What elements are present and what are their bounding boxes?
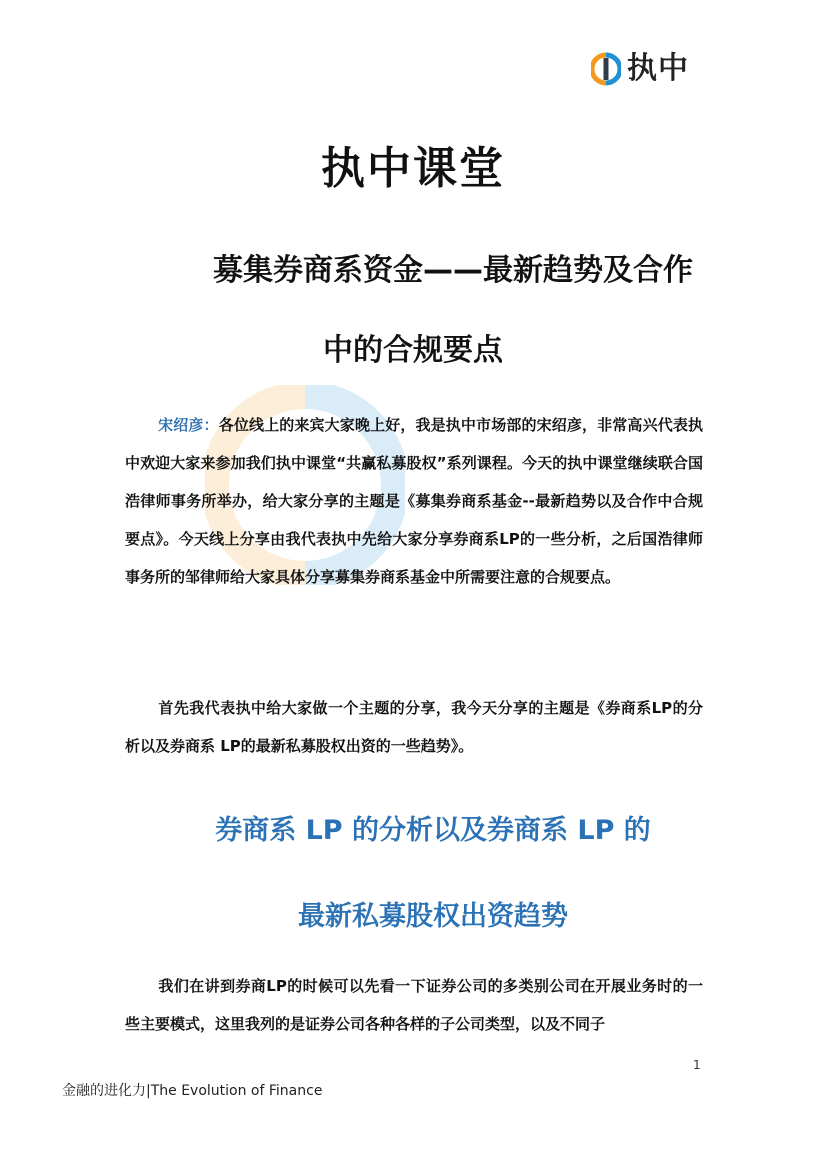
paragraph-body-text: 我们在讲到券商LP的时候可以先看一下证券公司的多类别公司在开展业务时的一些主要模式，这里我列的是证券公司各种各样的子公司类型，以及不同子 <box>125 977 703 1033</box>
paragraph-intro-text: 各位线上的来宾大家晚上好，我是执中市场部的宋绍彦，非常高兴代表执中欢迎大家来参加我们执中课堂“共赢私募股权”系列课程。今天的执中课堂继续联合国浩律师事务所举办，给大家分享的主题是《募集券商系基金--最新趋势以及合作中合规要点》。今天线上分享由我代表执中先给大家分享券商系LP的一些分析，之后国浩律师事务所的邹律师给大家具体分享募集券商系基金中所需要注意的合规要点。 <box>125 416 703 586</box>
section-heading-line-2: 最新私募股权出资趋势 <box>298 901 568 932</box>
subtitle-line-2: 中的合规要点 <box>323 333 503 368</box>
paragraph-intro <box>125 406 703 596</box>
page-number: 1 <box>693 1058 701 1072</box>
logo-text: 执中 <box>627 51 689 86</box>
paragraph-body <box>125 967 703 1043</box>
logo-mark-icon <box>591 52 621 86</box>
paragraph-topic-text: 首先我代表执中给大家做一个主题的分享，我今天分享的主题是《券商系LP的分析以及券商系 LP的最新私募股权出资的一些趋势》。 <box>125 699 703 755</box>
page-title: 执中课堂 <box>321 143 505 194</box>
section-heading-line-1: 券商系 LP 的分析以及券商系 LP 的 <box>215 815 651 846</box>
speaker-name: 宋绍彦： <box>158 416 219 434</box>
brand-logo <box>591 52 689 86</box>
subtitle-line-1: 募集券商系资金——最新趋势及合作 <box>213 253 693 288</box>
paragraph-topic <box>125 689 703 765</box>
footer-text: 金融的进化力|The Evolution of Finance <box>62 1083 323 1099</box>
